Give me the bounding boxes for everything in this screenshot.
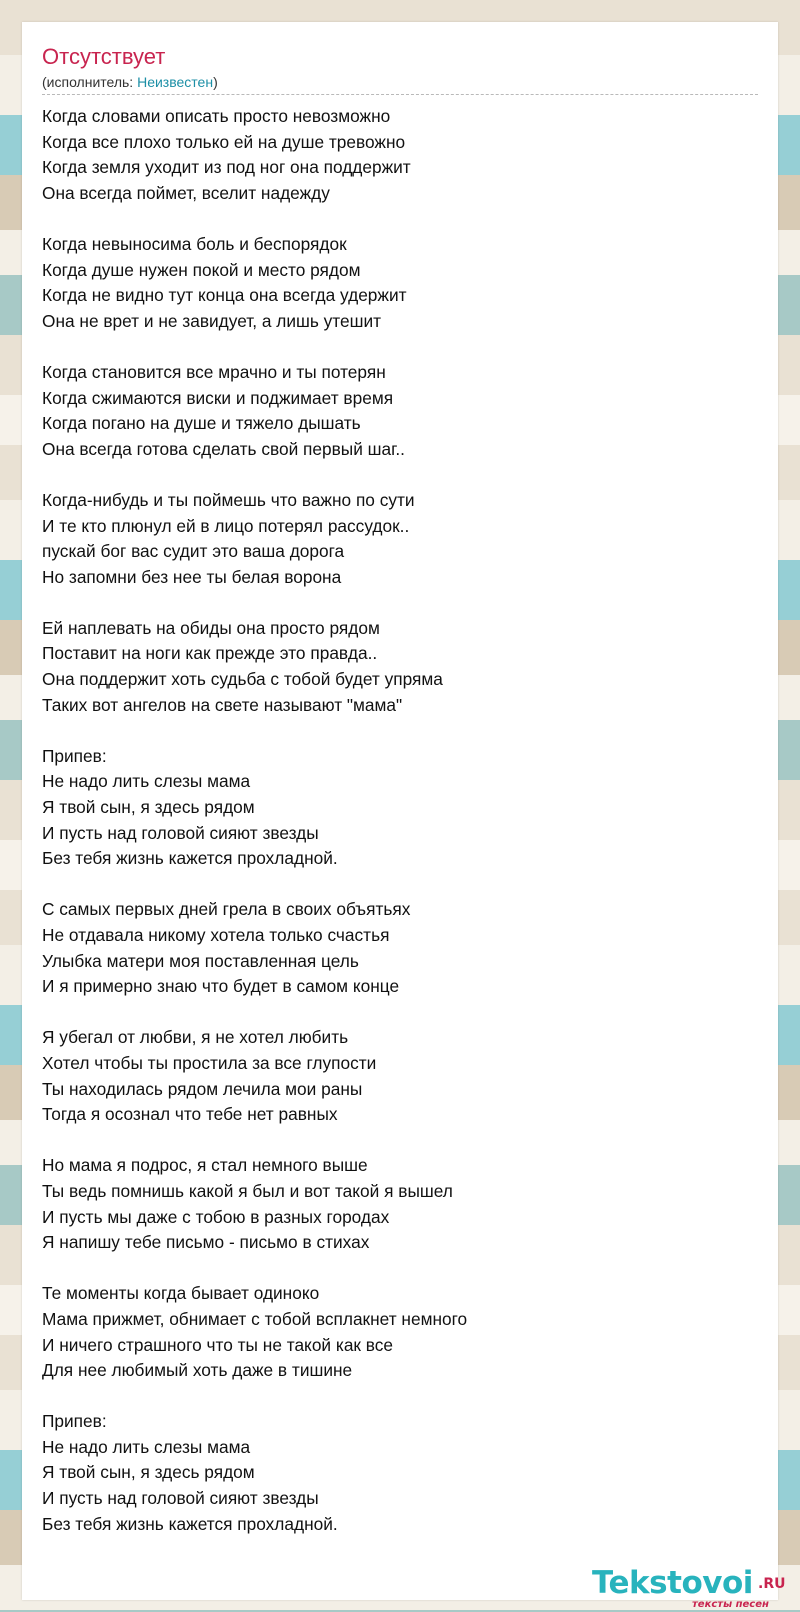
lyrics-line: И пусть над головой сияют звезды (42, 822, 319, 843)
lyrics-line: Когда погано на душе и тяжело дышать (42, 413, 361, 434)
lyrics-line: И пусть над головой сияют звезды (42, 1488, 319, 1509)
lyrics-line: И я примерно знаю что будет в самом конце (42, 976, 400, 997)
lyrics-stanza (42, 1409, 758, 1537)
lyrics-line: Я твой сын, я здесь рядом (42, 797, 255, 818)
lyrics-stanza (42, 616, 758, 718)
lyrics-line: И пусть мы даже с тобою в разных городах (42, 1206, 390, 1227)
lyrics-line: Она всегда готова сделать свой первый шаг.. (42, 438, 405, 459)
lyrics-body (42, 104, 758, 1537)
performer-suffix: ) (213, 74, 218, 90)
lyrics-line: Я убегал от любви, я не хотел любить (42, 1027, 349, 1048)
lyrics-line: Без тебя жизнь кажется прохладной. (42, 848, 338, 869)
lyrics-line: Она не врет и не завидует, а лишь утешит (42, 310, 382, 331)
performer-link[interactable]: Неизвестен (137, 74, 214, 90)
lyrics-line: Когда не видно тут конца она всегда удержит (42, 285, 407, 306)
lyrics-line: Ты ведь помнишь какой я был и вот такой я вышел (42, 1180, 453, 1201)
lyrics-stanza (42, 104, 758, 206)
lyrics-line: Но мама я подрос, я стал немного выше (42, 1155, 368, 1176)
lyrics-line: Когда становится все мрачно и ты потерян (42, 361, 386, 382)
lyrics-line: Ты находилась рядом лечила мои раны (42, 1078, 363, 1099)
lyrics-line: Я твой сын, я здесь рядом (42, 1462, 255, 1483)
lyrics-line: Припев: (42, 1411, 107, 1432)
lyrics-line: Она всегда поймет, вселит надежду (42, 182, 330, 203)
lyrics-line: Но запомни без нее ты белая ворона (42, 566, 342, 587)
lyrics-line: Те моменты когда бывает одиноко (42, 1283, 320, 1304)
lyrics-line: Не надо лить слезы мама (42, 1436, 251, 1457)
logo-tagline: тексты песен (692, 1599, 769, 1610)
lyrics-line: Ей наплевать на обиды она просто рядом (42, 617, 380, 638)
lyrics-line: Когда все плохо только ей на душе тревожно (42, 131, 406, 152)
lyrics-stanza (42, 1281, 758, 1383)
lyrics-line: С самых первых дней грела в своих объятьях (42, 899, 411, 920)
lyrics-stanza (42, 1153, 758, 1255)
lyrics-stanza (42, 897, 758, 999)
lyrics-line: Тогда я осознал что тебе нет равных (42, 1104, 338, 1125)
lyrics-line: Без тебя жизнь кажется прохладной. (42, 1513, 338, 1534)
logo-domain: .RU (758, 1576, 786, 1592)
lyrics-line: Когда словами описать просто невозможно (42, 106, 391, 126)
title-divider (42, 94, 758, 95)
lyrics-stanza (42, 488, 758, 590)
lyrics-line: Мама прижмет, обнимает с тобой всплакнет немного (42, 1308, 468, 1329)
lyrics-card (22, 22, 786, 1610)
lyrics-line: Она поддержит хоть судьба с тобой будет упряма (42, 669, 443, 690)
lyrics-line: Когда душе нужен покой и место рядом (42, 259, 361, 280)
lyrics-line: Не отдавала никому хотела только счастья (42, 925, 390, 945)
lyrics-stanza (42, 360, 758, 462)
lyrics-line: Когда земля уходит из под ног она поддержит (42, 157, 411, 178)
lyrics-line: Когда-нибудь и ты поймешь что важно по сути (42, 489, 415, 510)
song-title: Отсутствует (42, 44, 166, 69)
lyrics-line: Поставит на ноги как прежде это правда.. (42, 643, 378, 664)
lyrics-stanza (42, 1025, 758, 1127)
lyrics-line: Когда сжимаются виски и поджимает время (42, 387, 394, 408)
lyrics-stanza (42, 232, 758, 334)
lyrics-line: Хотел чтобы ты простила за все глупости (42, 1052, 377, 1073)
lyrics-line: И ничего страшного что ты не такой как все (42, 1334, 394, 1355)
lyrics-line: Улыбка матери моя поставленная цель (42, 950, 359, 971)
lyrics-line: пускай бог вас судит это ваша дорога (42, 541, 345, 562)
lyrics-line: Припев: (42, 745, 107, 766)
lyrics-line: Таких вот ангелов на свете называют "мама" (42, 694, 403, 715)
performer-line (42, 74, 218, 90)
lyrics-line: Для нее любимый хоть даже в тишине (42, 1360, 353, 1381)
lyrics-line: И те кто плюнул ей в лицо потерял рассудок.. (42, 515, 410, 536)
lyrics-line: Когда невыносима боль и беспорядок (42, 233, 347, 254)
lyrics-line: Я напишу тебе письмо - письмо в стихах (42, 1232, 370, 1253)
performer-prefix: (исполнитель: (42, 74, 138, 90)
lyrics-line: Не надо лить слезы мама (42, 771, 251, 792)
site-logo[interactable] (592, 1565, 792, 1612)
lyrics-stanza (42, 744, 758, 872)
logo-wordmark: Tekstovoi (592, 1565, 753, 1601)
